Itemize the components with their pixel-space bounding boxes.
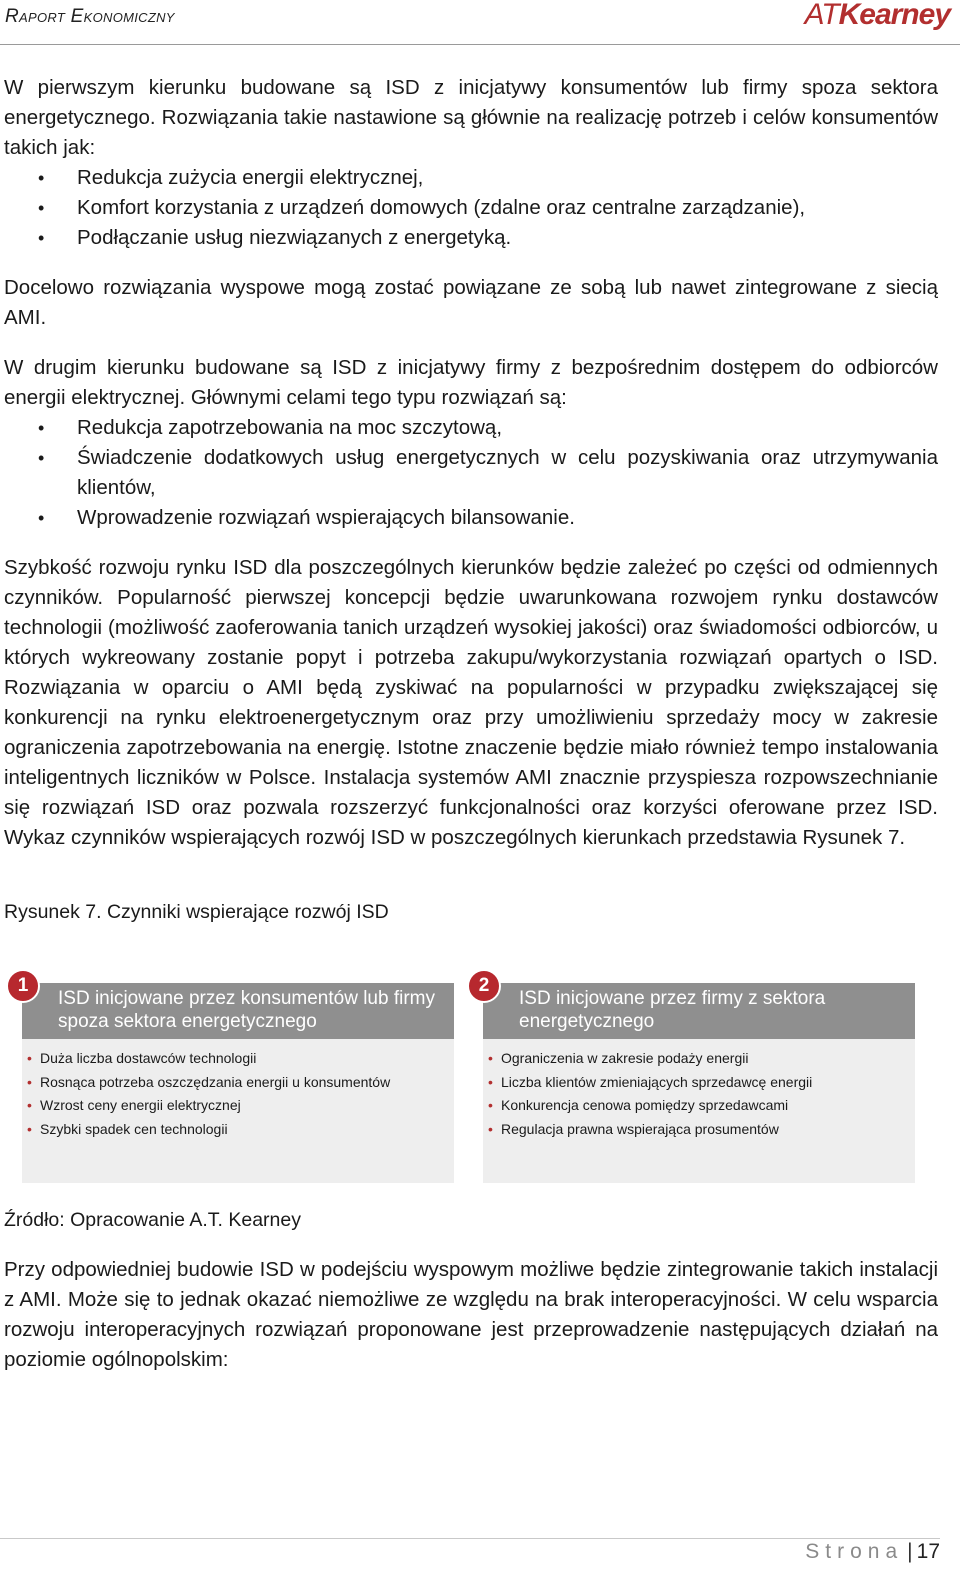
- paragraph-1: W pierwszym kierunku budowane są ISD z inicjatywy konsumentów lub firmy spoza sektora energetycznego. Rozwiązania takie nastawione są głównie na realizację potrzeb i celów konsumentów takich jak:: [4, 76, 938, 159]
- panel-list-item: • Szybki spadek cen technologii: [22, 1118, 454, 1142]
- paragraph-5: Przy odpowiedniej budowie ISD w podejściu wyspowym możliwe będzie zintegrowanie takich instalacji z AMI. Może się to jednak okazać niemożliwe ze względu na brak interoperacyjności. W celu wsparcia rozwoju interoperacyjnych rozwiązań proponowane jest przeprowadzenie następujących działań na poziomie ogólnopolskim:: [4, 1258, 938, 1371]
- panel-number-badge: 2: [467, 969, 501, 1003]
- document-body: [4, 73, 938, 1375]
- page-number: 17: [916, 1540, 940, 1563]
- panel-list-item: • Duża liczba dostawców technologii: [22, 1047, 454, 1071]
- page-footer: [805, 1540, 940, 1564]
- footer-divider: [0, 1538, 940, 1539]
- panel-list-item: • Liczba klientów zmieniających sprzedawcę energii: [483, 1071, 915, 1095]
- panel-list-item: • Regulacja prawna wspierająca prosumentów: [483, 1118, 915, 1142]
- panel-title: ISD inicjowane przez konsumentów lub firmy spoza sektora energetycznego: [22, 983, 454, 1039]
- panel-number-badge: 1: [6, 969, 40, 1003]
- list-item: • Redukcja zapotrzebowania na moc szczytową,: [4, 413, 938, 443]
- panel-list-item: • Wzrost ceny energii elektrycznej: [22, 1094, 454, 1118]
- list-item: • Wprowadzenie rozwiązań wspierających bilansowanie.: [4, 503, 938, 533]
- logo-at: AT: [804, 0, 839, 31]
- logo-name: Kearney: [838, 0, 950, 31]
- panel-list-item: • Ograniczenia w zakresie podaży energii: [483, 1047, 915, 1071]
- panel-title: ISD inicjowane przez firmy z sektora energetycznego: [483, 983, 915, 1039]
- report-title: Raport Ekonomiczny: [5, 6, 175, 27]
- figure-source: Źródło: Opracowanie A.T. Kearney: [4, 1209, 301, 1231]
- panel-list-item: • Rosnąca potrzeba oszczędzania energii u konsumentów: [22, 1071, 454, 1095]
- list-item: • Podłączanie usług niezwiązanych z energetyką.: [4, 223, 938, 253]
- figure-7: [4, 945, 938, 1173]
- list-item: • Redukcja zużycia energii elektrycznej,: [4, 163, 938, 193]
- list-item: • Komfort korzystania z urządzeń domowych (zdalne oraz centralne zarządzanie),: [4, 193, 938, 223]
- panel-list: [483, 1047, 915, 1141]
- page-label: Strona: [805, 1540, 904, 1563]
- bullet-list-2: [4, 413, 938, 533]
- list-item: • Świadczenie dodatkowych usług energetycznych w celu pozyskiwania oraz utrzymywania klientów,: [4, 443, 938, 503]
- page-separator: |: [907, 1540, 913, 1563]
- paragraph-4: Szybkość rozwoju rynku ISD dla poszczególnych kierunków będzie zależeć po części od odmiennych czynników. Popularność pierwszej koncepcji będzie uwarunkowana rozwojem rynku dostawców technologii (możliwość zaoferowania tanich urządzeń wysokiej jakości) oraz świadomości odbiorców, u których wykreowany zostanie popyt i potrzeba zakupu/wykorzystania rozwiązań opartych o ISD. Rozwiązania w oparciu o AMI będą zyskiwać na popularności w przypadku zwiększającej się konkurencji na rynku elektroenergetycznym oraz przy umożliwieniu sprzedaży mocy w zakresie ograniczenia zapotrzebowania na energię. Istotne znaczenie będzie miało również tempo instalowania inteligentnych liczników w Polsce. Instalacja systemów AMI znacznie przyspiesza rozpowszechnianie się rozwiązań ISD oraz pozwala rozszerzyć funkcjonalności oraz korzyści oferowane przez ISD. Wykaz czynników wspierających rozwój ISD w poszczególnych kierunkach przedstawia Rysunek 7.: [4, 556, 938, 849]
- bullet-list-1: [4, 163, 938, 253]
- paragraph-3: W drugim kierunku budowane są ISD z inicjatywy firmy z bezpośrednim dostępem do odbiorców energii elektrycznej. Głównymi celami tego typu rozwiązań są:: [4, 356, 938, 409]
- figure-panel-2: [478, 975, 915, 1183]
- figure-caption: Rysunek 7. Czynniki wspierające rozwój ISD: [4, 901, 389, 923]
- panel-list-item: • Konkurencja cenowa pomiędzy sprzedawcami: [483, 1094, 915, 1118]
- company-logo: [804, 0, 950, 32]
- page-header: [0, 0, 960, 44]
- header-divider: [0, 44, 960, 45]
- paragraph-2: Docelowo rozwiązania wyspowe mogą zostać powiązane ze sobą lub nawet zintegrowane z siecią AMI.: [4, 276, 938, 329]
- figure-panel-1: [17, 975, 454, 1183]
- panel-list: [22, 1047, 454, 1141]
